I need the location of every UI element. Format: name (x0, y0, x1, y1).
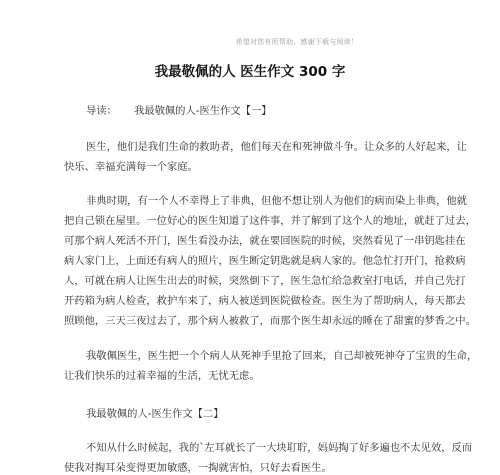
guide-line (86, 102, 272, 117)
paragraph-line: 非典时期，有一个人不幸得上了非典，但他不想让别人为他们的病而染上非典，他就 (86, 195, 467, 207)
paragraph-3 (64, 346, 478, 386)
paragraph-line: 照顾他，三天三夜过去了，那个病人被救了，而那个医生却永远的睡在了甜蜜的梦香之中。 (64, 315, 476, 327)
paragraph-line: 让我们快乐的过着幸福的生活，无忧无虑。 (64, 370, 260, 382)
header-note: 希望对您有所帮助，感谢下载与阅读！ (235, 38, 358, 46)
document-title: 我最敬佩的人 医生作文 300 字 (154, 64, 346, 80)
paragraph-line: 病人家门上，上面还有病人的照片，医生断定钥匙就是病人家的。他急忙打开门，抢救病 (64, 255, 466, 267)
paragraph-line: 医生，他们是我们生命的救助者，他们每天在和死神做斗争。让众多的人好起来，让 (86, 141, 467, 153)
paragraph-line: 快乐、幸福充满每一个家庭。 (64, 161, 198, 173)
guide-label: 导读： (86, 105, 117, 117)
paragraph-line: 把自己锁在屋里。一位好心的医生知道了这件事，并了解到了这个人的地址，就赶了过去， (64, 215, 476, 227)
paragraph-line: 可那个病人死活不开门，医生看没办法，就在要回医院的时候，突然看见了一串钥匙挂在 (64, 235, 466, 247)
paragraph-4 (64, 438, 473, 475)
paragraph-line: 开药箱为病人检查，救护车来了，病人被送到医院做检查。医生为了帮助病人，每天都去 (64, 295, 466, 307)
guide-text: 我最敬佩的人-医生作文【一】 (134, 105, 272, 117)
paragraph-line: 不知从什么时候起，我的`左耳就长了一大块耵聍，妈妈掏了好多遍也不太见效，反而 (86, 442, 473, 454)
section-heading: 我最敬佩的人-医生作文【二】 (86, 408, 224, 420)
paragraph-line: 我敬佩医生，医生把一个个病人从死神手里抢了回来，自己却被死神夺了宝贵的生命， (86, 350, 478, 362)
paragraph-line: 使我对掏耳朵变得更加敏感，一掏就害怕，只好去看医生。 (64, 462, 332, 474)
paragraph-line: 人，可就在病人让医生出去的时候，突然倒下了，医生急忙给急救室打电话，并自己先打 (64, 275, 466, 287)
paragraph-1 (64, 137, 467, 177)
paragraph-2 (64, 191, 476, 331)
